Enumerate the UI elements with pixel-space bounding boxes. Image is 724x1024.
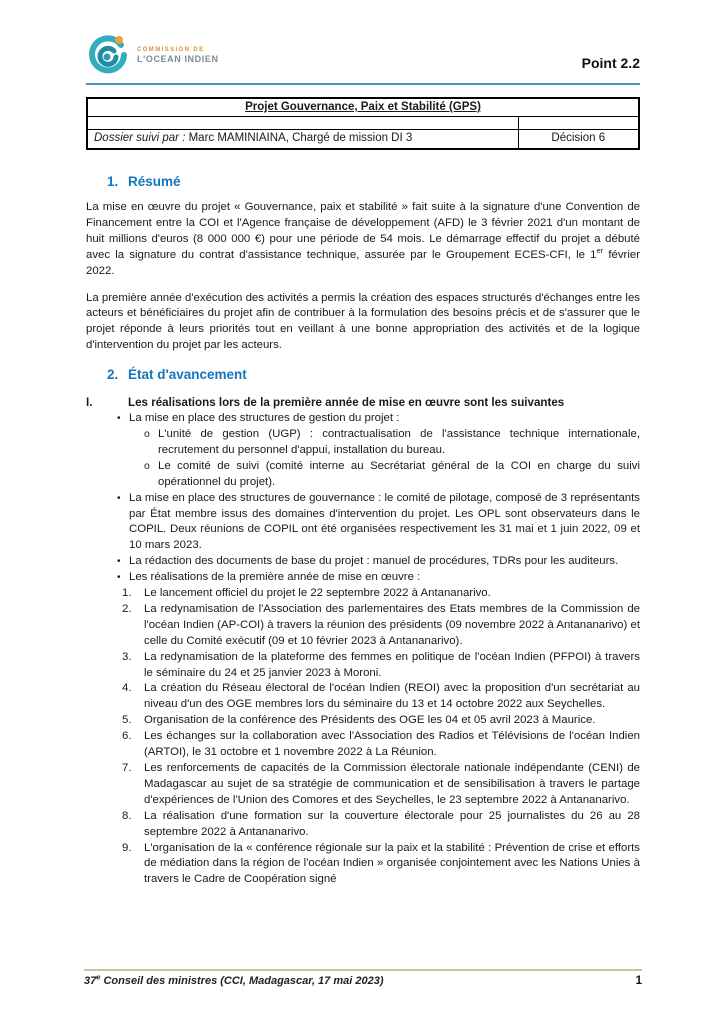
coi-logo — [86, 33, 219, 77]
list-number: 8. — [122, 809, 132, 822]
project-title-cell — [87, 98, 639, 117]
dossier-label: Dossier suivi par : — [94, 132, 186, 144]
numbered-item-3: 3. La redynamisation de la plateforme des femmes en politique de l'océan Indien (PFPOI) à travers le séminaire du 24 et 25 janvier 2023 à Moroni. — [86, 650, 640, 682]
numbered-item-6: 6. Les échanges sur la collaboration avec l'Association des Radios et Télévisions de l'océan Indien (ARTOI), le 31 octobre et 1 novembre 2022 à La Réunion. — [86, 729, 640, 761]
heading-number: 1. — [107, 174, 119, 189]
footer-text: 37e Conseil des ministres (CCI, Madagascar, 17 mai 2023) — [84, 972, 384, 987]
heading-text: État d'avancement — [128, 367, 247, 383]
heading-text: Résumé — [128, 174, 181, 189]
sub-bullet-marker: o — [144, 427, 150, 440]
sub-bullet-item-1: o L'unité de gestion (UGP) : contractualisation de l'assistance technique internationale, recrutement du personnel d'appui, installation du bureau. — [86, 427, 640, 459]
logo-swirl-icon — [86, 33, 130, 77]
list-number: 6. — [122, 730, 132, 743]
bullet-item-4: • Les réalisations de la première année de mise en œuvre : — [86, 570, 640, 586]
bullet-marker: • — [117, 556, 121, 568]
sub-bullet-item-2: o Le comité de suivi (comité interne au Secrétariat général de la COI en charge du suivi opérationnel du projet). — [86, 459, 640, 491]
table-dossier-row — [87, 130, 639, 150]
bullet-marker: • — [117, 572, 121, 584]
sub-bullet-marker: o — [144, 459, 150, 472]
roman-item-I — [86, 395, 640, 411]
section-heading-avancement — [107, 367, 640, 382]
bullet-item-3: • La rédaction des documents de base du projet : manuel de procédures, TDRs pour les auditeurs. — [86, 554, 640, 570]
point-label: Point 2.2 — [581, 55, 640, 71]
roman-title: Les réalisations lors de la première année de mise en œuvre sont les suivantes — [128, 396, 565, 410]
logo-text-line1: COMMISSION DE — [137, 46, 205, 53]
header-rule — [86, 83, 640, 85]
page-header — [86, 33, 640, 77]
superscript: er — [596, 245, 604, 255]
heading-number: 2. — [107, 367, 119, 383]
bullet-item-2: • La mise en place des structures de gouvernance : le comité de pilotage, composé de 3 représentants par État membre issus des domaines d'intervention du projet. Les OPL sont observateurs dans le COPIL. Deux réunions de COPIL ont été organisées respectivement les 31 mai et 1 juin 2022, 09 et 10 mars 2023. — [86, 491, 640, 555]
paragraph-text: février 2022. — [86, 248, 640, 277]
superscript: e — [96, 972, 101, 982]
dossier-value: Marc MAMINIAINA, Chargé de mission DI 3 — [188, 132, 413, 144]
list-number: 3. — [122, 650, 132, 663]
bullet-marker: • — [117, 413, 121, 425]
resume-paragraph-1 — [86, 200, 640, 280]
section-heading-resume — [107, 174, 640, 189]
page-number: 1 — [635, 975, 642, 987]
decision-cell: Décision 6 — [518, 130, 639, 150]
list-number: 2. — [122, 602, 132, 615]
list-number: 9. — [122, 841, 132, 854]
numbered-item-8: 8. La réalisation d'une formation sur la couverture électorale pour 25 journalistes du 26 au 28 septembre 2022 à Antananarivo. — [86, 809, 640, 841]
list-number: 7. — [122, 762, 132, 774]
numbered-item-5: 5. Organisation de la conférence des Présidents des OGE les 04 et 05 avril 2023 à Maurice. — [86, 713, 640, 729]
logo-text — [137, 47, 219, 64]
project-title: Projet Gouvernance, Paix et Stabilité (GPS) — [245, 101, 481, 113]
numbered-item-4: 4. La création du Réseau électoral de l'océan Indien (REOI) avec la proposition d'un secrétariat au niveau d'un des OGE membres lors du séminaire du 13 et 14 octobre 2022 aux Seychelles. — [86, 681, 640, 713]
bullet-marker: • — [117, 492, 121, 504]
numbered-item-7: 7. Les renforcements de capacités de la Commission électorale nationale indépendante (CENI) de Madagascar au sujet de sa stratégie de communication et de sensibilisation à travers le partage d'expériences de l'Union des Comores et des Seychelles, le 23 septembre 2022 à Antananarivo. — [86, 761, 640, 809]
roman-number: I. — [86, 396, 93, 410]
numbered-item-2: 2. La redynamisation de l'Association des parlementaires des Etats membres de la Commission de l'océan Indien (AP-COI) à travers la réunion des présidents (09 novembre 2022 à Antananarivo) et celle du Comité exécutif (09 et 10 février 2023 à Antananarivo). — [86, 602, 640, 650]
dossier-cell — [87, 130, 518, 150]
list-number: 4. — [122, 682, 132, 695]
paragraph-text: La mise en œuvre du projet « Gouvernance, paix et stabilité » fait suite à la signature d'une Convention de Financement entre la COI et l'Agence française de développement (AFD) le 3 février 2021 d'un montant de huit millions d'euros (8 000 000 €) pour une période de 54 mois. Le démarrage effectif du projet a débuté avec la signature du contrat d'assistance technique, assurée par le Groupement ECES-CFI, le 1 — [86, 201, 640, 261]
table-empty-row — [87, 117, 639, 130]
list-number: 1. — [122, 587, 132, 600]
numbered-item-1: 1. Le lancement officiel du projet le 22 septembre 2022 à Antananarivo. — [86, 586, 640, 602]
page-footer — [84, 969, 642, 987]
numbered-item-9: 9. L'organisation de la « conférence régionale sur la paix et la stabilité : Prévention de crise et efforts de médiation dans la région de l'océan Indien » organisée conjointement avec les Nations Unies à travers le Cadre de Coopération signé — [86, 841, 640, 889]
table-title-row — [87, 98, 639, 117]
resume-paragraph-2: La première année d'exécution des activités a permis la création des espaces structurés d'échanges entre les acteurs et bénéficiaires du projet afin de contribuer à la formulation des besoins précis et de s'assurer que le projet réponde à leurs priorités tout en veillant à une bonne appropriation des activités et de la logique d'intervention du projet par les acteurs. — [86, 291, 640, 352]
logo-text-line2: L'OCEAN INDIEN — [137, 53, 219, 64]
list-number: 5. — [122, 714, 132, 727]
bullet-item-1: • La mise en place des structures de gestion du projet : — [86, 411, 640, 427]
project-info-table — [86, 97, 640, 150]
